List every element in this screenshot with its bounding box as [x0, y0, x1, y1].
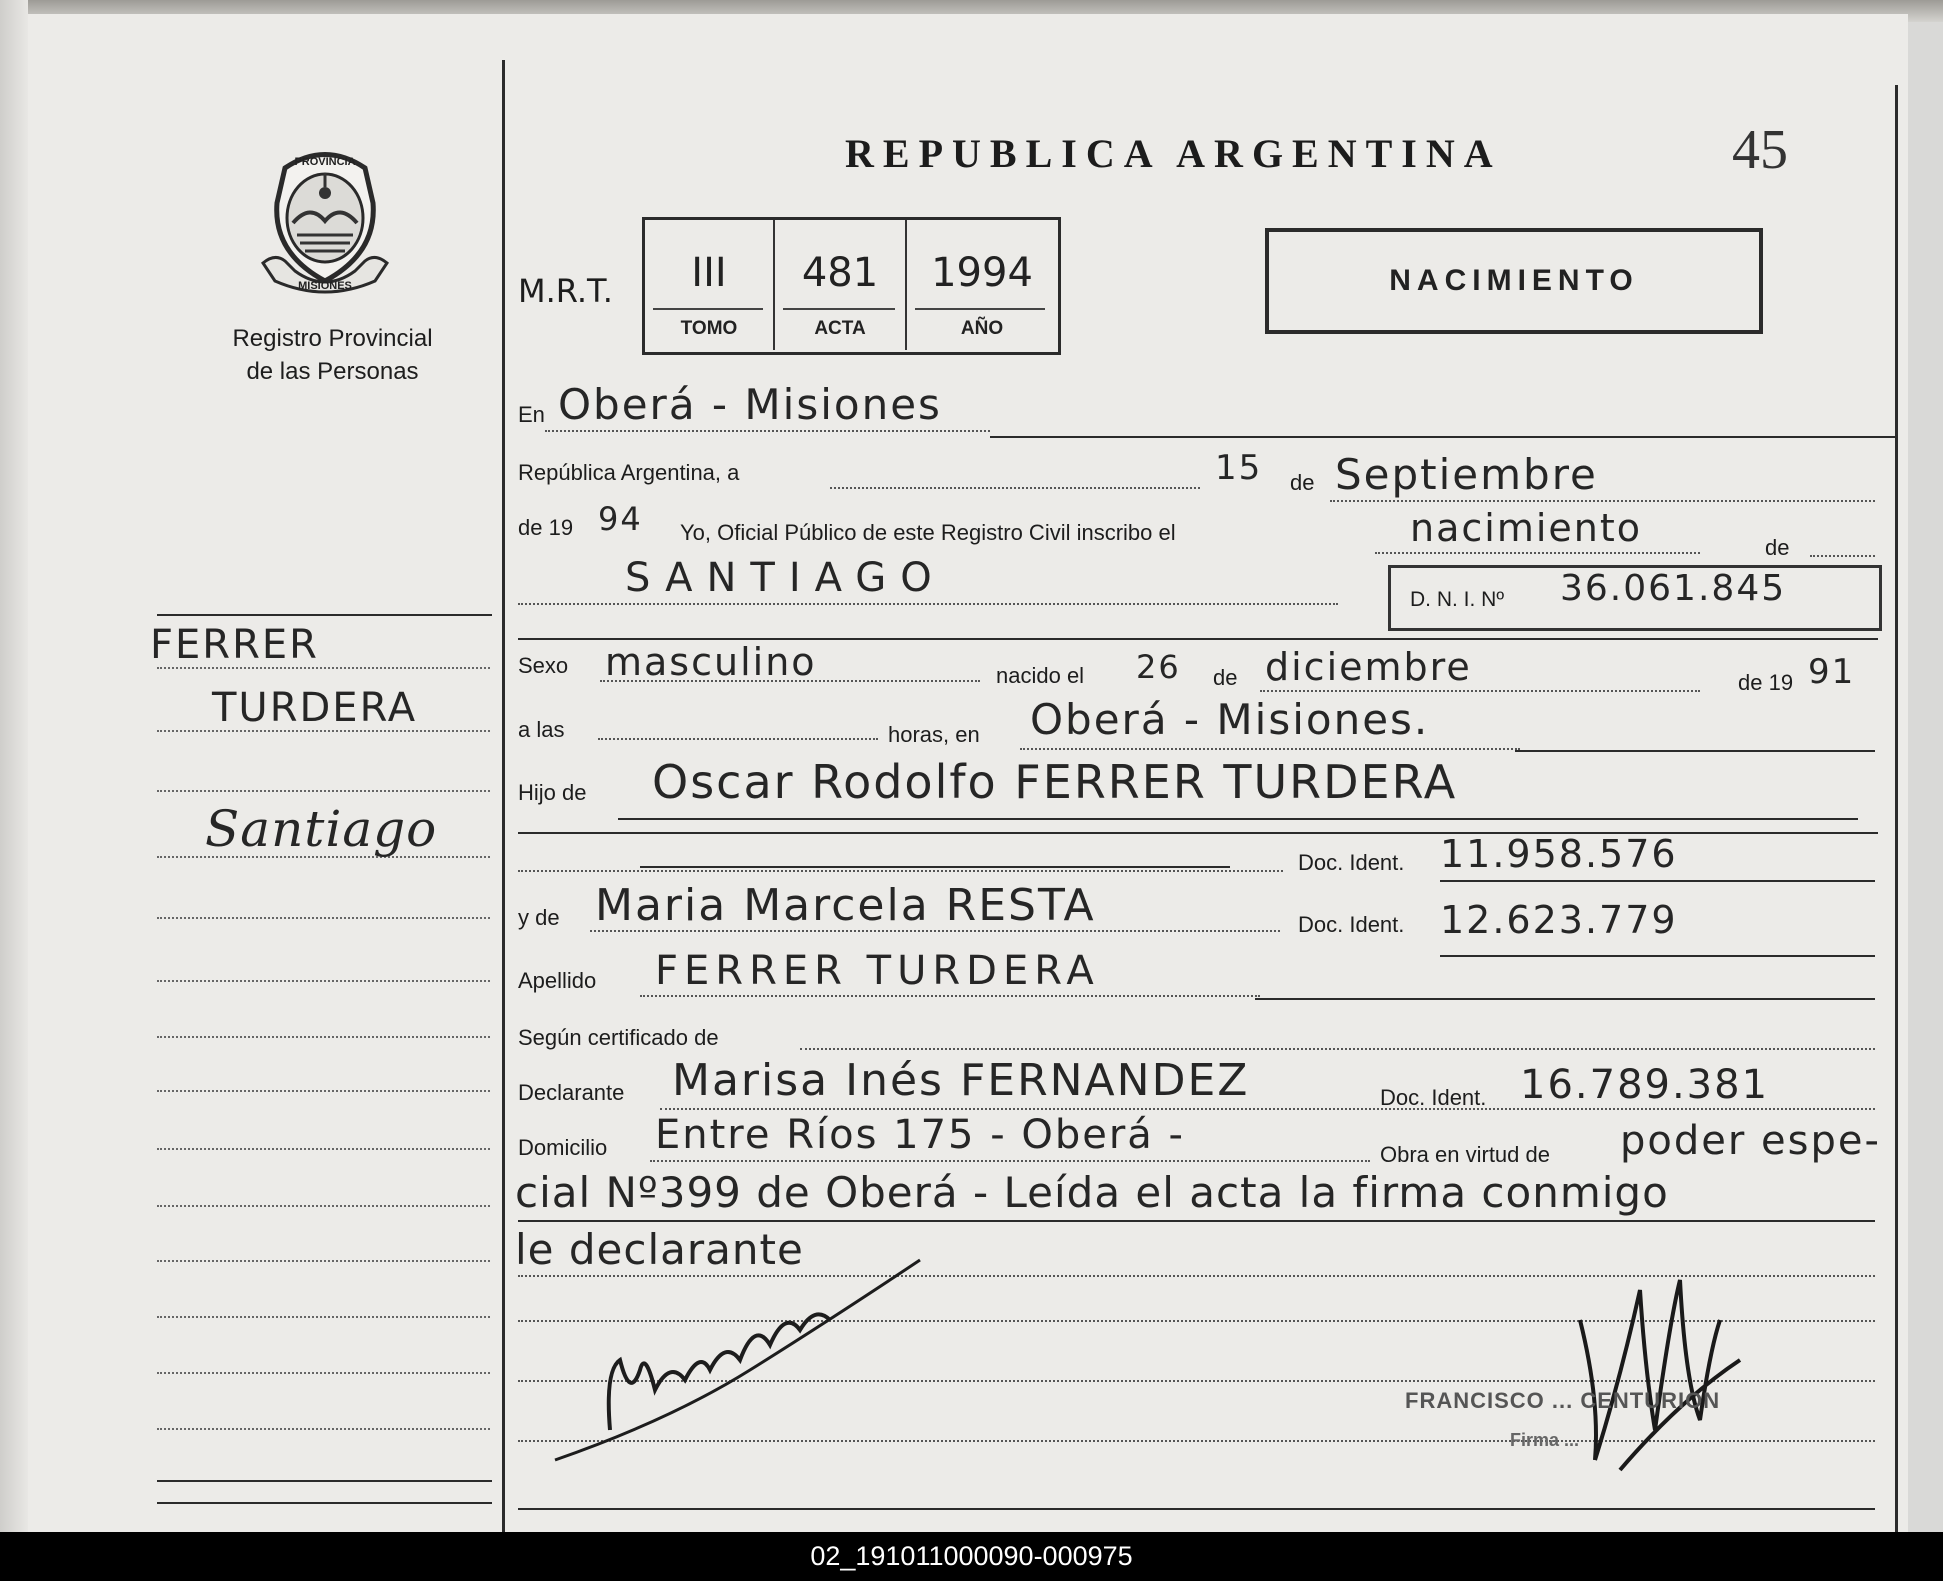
form-dotted-rule: [600, 680, 980, 682]
form-dotted-rule: [1020, 748, 1520, 750]
registry-name-line1: Registro Provincial: [232, 325, 433, 352]
official-signature: [1560, 1260, 1760, 1500]
dni-value: 36.061.845: [1560, 568, 1787, 609]
form-rule: [640, 866, 1230, 868]
de-label: de: [1290, 470, 1315, 495]
form-rule: [1440, 880, 1875, 882]
form-rule: [1515, 750, 1875, 752]
form-dotted-rule: [1260, 690, 1700, 692]
ledger-line: [157, 1036, 490, 1038]
ledger-line: [157, 790, 490, 792]
apellido-value: FERRER TURDERA: [655, 948, 1100, 994]
form-rule: [990, 436, 1895, 438]
left-column-bottom-rule: [157, 1502, 492, 1504]
left-column-top-rule: [157, 614, 492, 616]
record-type-label: NACIMIENTO: [1389, 264, 1639, 297]
form-rule: [518, 1220, 1875, 1222]
registration-month: Septiembre: [1335, 450, 1598, 499]
form-rule: [1440, 955, 1875, 957]
folio-number: 45: [1732, 119, 1788, 181]
margin-surname-2: TURDERA: [212, 685, 418, 731]
image-id-bar: [0, 1532, 1943, 1581]
child-given-name: SANTIAGO: [625, 555, 946, 601]
obra-value: poder espe-: [1620, 1118, 1881, 1164]
apellido-label: Apellido: [518, 968, 597, 993]
form-dotted-rule: [590, 930, 1280, 932]
form-dotted-rule: [518, 870, 1283, 872]
acta-label: ACTA: [814, 318, 866, 339]
ledger-line: [157, 1090, 490, 1092]
record-type-box: [1265, 228, 1763, 334]
form-rule: [518, 1508, 1875, 1510]
form-dotted-rule: [1810, 555, 1875, 557]
birth-place: Oberá - Misiones.: [1030, 695, 1430, 744]
ledger-line: [157, 1316, 490, 1318]
form-dotted-rule: [1330, 500, 1875, 502]
domicilio-value: Entre Ríos 175 - Oberá -: [655, 1112, 1185, 1158]
mother-name: Maria Marcela RESTA: [595, 880, 1096, 931]
father-doc-label: Doc. Ident.: [1298, 850, 1405, 875]
mrt-label: M.R.T.: [518, 272, 613, 310]
en-label: En: [518, 402, 545, 427]
de-label-3: de: [1213, 665, 1238, 690]
left-column-bottom-rule: [157, 1480, 492, 1482]
domicilio-label: Domicilio: [518, 1135, 608, 1160]
form-dotted-rule: [545, 430, 990, 432]
declarante-name: Marisa Inés FERNANDEZ: [672, 1055, 1250, 1106]
ledger-line: [157, 1372, 490, 1374]
father-name: Oscar Rodolfo FERRER TURDERA: [652, 755, 1458, 809]
ledger-line: [157, 1428, 490, 1430]
de-label-2: de: [1765, 535, 1790, 560]
right-border-line: [1895, 85, 1898, 1532]
record-reference-box: [642, 217, 1061, 355]
de19-label: de 19: [518, 515, 574, 540]
birth-month: diciembre: [1265, 645, 1472, 689]
form-dotted-rule: [598, 738, 878, 740]
ano-cell: [907, 220, 1057, 350]
declarante-doc-value: 16.789.381: [1520, 1062, 1770, 1108]
mother-doc-value: 12.623.779: [1440, 898, 1678, 942]
yde-label: y de: [518, 905, 560, 930]
margin-given-name: Santiago: [205, 800, 438, 858]
registration-year: 94: [598, 500, 643, 538]
seal-top-text: PROVINCIA: [294, 156, 356, 168]
tomo-cell: [645, 220, 775, 350]
declarante-label: Declarante: [518, 1080, 625, 1105]
ledger-line: [157, 1205, 490, 1207]
declarant-signature: [550, 1250, 930, 1470]
seal-bottom-text: MISIONES: [298, 280, 352, 292]
form-dotted-rule: [800, 1048, 1875, 1050]
sexo-value: masculino: [605, 640, 817, 684]
tomo-label: TOMO: [680, 318, 738, 339]
provincial-seal-icon: [255, 143, 395, 298]
inscribo-value: nacimiento: [1410, 506, 1643, 550]
form-dotted-rule: [518, 603, 1338, 605]
mother-doc-label: Doc. Ident.: [1298, 912, 1405, 937]
oficial-label: Yo, Oficial Público de este Registro Civil inscribo el: [680, 520, 1176, 545]
segun-label: Según certificado de: [518, 1025, 719, 1050]
alas-label: a las: [518, 717, 565, 742]
tomo-value: III: [691, 250, 727, 296]
registry-name-line2: de las Personas: [246, 358, 419, 385]
observation-line-2: le declarante: [515, 1225, 804, 1274]
official-stamp-line1: FRANCISCO ... CENTURION: [1405, 1388, 1721, 1413]
left-column-divider: [502, 60, 505, 1532]
obra-label: Obra en virtud de: [1380, 1142, 1550, 1167]
document-title: REPUBLICA ARGENTINA: [845, 131, 1502, 176]
page-left-edge: [0, 0, 28, 1532]
ledger-line: [157, 917, 490, 919]
birth-day: 26: [1136, 648, 1181, 686]
form-dotted-rule: [650, 1160, 1370, 1162]
nacido-label: nacido el: [996, 663, 1085, 688]
margin-surname-1: FERRER: [150, 622, 319, 668]
form-dotted-rule: [830, 487, 1200, 489]
form-rule: [618, 818, 1858, 820]
form-rule: [1255, 998, 1875, 1000]
form-dotted-rule: [640, 995, 1260, 997]
de19-label-2: de 19: [1738, 670, 1794, 695]
ano-label: AÑO: [960, 318, 1004, 339]
birth-year: 91: [1808, 652, 1856, 692]
official-stamp-line2: Firma ...: [1510, 1430, 1580, 1450]
image-id-text: 02_191011000090-000975: [810, 1541, 1133, 1571]
place-value: Oberá - Misiones: [558, 380, 942, 429]
declarante-doc-label: Doc. Ident.: [1380, 1085, 1487, 1110]
hijo-label: Hijo de: [518, 780, 587, 805]
republica-label: República Argentina, a: [518, 460, 740, 485]
ledger-line: [157, 980, 490, 982]
father-doc-value: 11.958.576: [1440, 832, 1678, 876]
observation-line-1: cial Nº399 de Oberá - Leída el acta la firma conmigo: [515, 1168, 1669, 1217]
acta-cell: [775, 220, 907, 350]
dni-label: D. N. I. Nº: [1410, 588, 1505, 611]
form-dotted-rule: [660, 1108, 1875, 1110]
acta-value: 481: [801, 250, 879, 296]
form-dotted-rule: [1375, 552, 1700, 554]
ledger-line: [157, 1148, 490, 1150]
sexo-label: Sexo: [518, 653, 569, 678]
registration-day: 15: [1215, 448, 1263, 488]
ledger-line: [157, 1260, 490, 1262]
horas-label: horas, en: [888, 722, 980, 747]
ano-value: 1994: [931, 250, 1033, 296]
